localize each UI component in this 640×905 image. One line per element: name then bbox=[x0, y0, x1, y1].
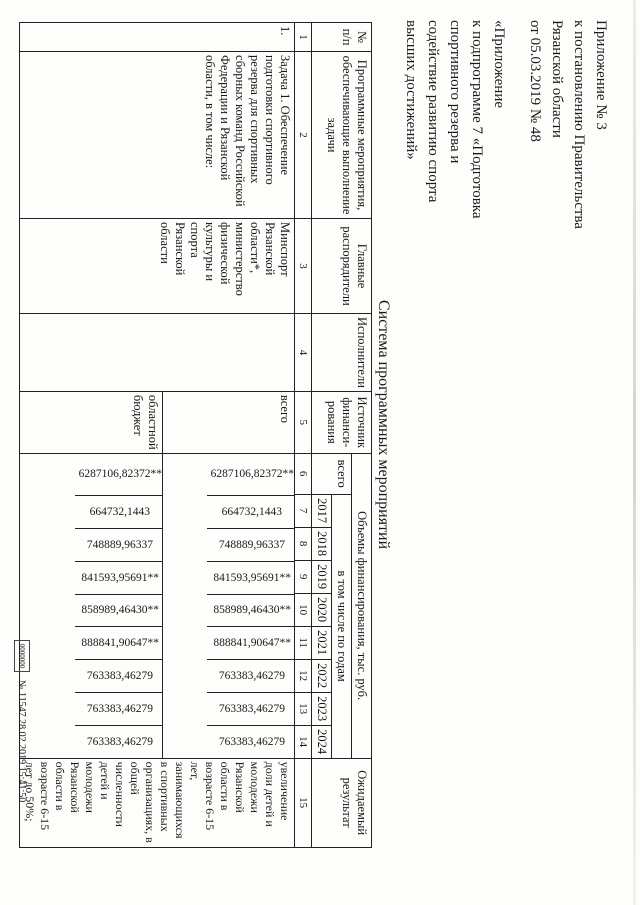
year-header: 2024 bbox=[312, 725, 332, 758]
funding-value: 763383,46279 bbox=[219, 670, 286, 683]
funding-value: 664732,1443 bbox=[90, 505, 151, 518]
funding-value: 763383,46279 bbox=[87, 735, 154, 748]
document-title: Система программных мероприятий bbox=[375, 300, 392, 550]
col-total-header: всего bbox=[312, 453, 352, 494]
column-number: 12 bbox=[295, 659, 312, 692]
col-activity-header: Программные мероприятия, обеспечивающие выполнение задачи bbox=[312, 52, 372, 219]
stamp-text: № 11547 28.02.2019 15:41:50 bbox=[16, 680, 28, 803]
row-number: 1. bbox=[20, 23, 295, 52]
col-result-header: Ожидаемый результат bbox=[312, 758, 372, 847]
year-header: 2018 bbox=[312, 527, 332, 560]
appendix-line: Рязанской области bbox=[549, 20, 565, 138]
col-source-header: Источник финанси-рования bbox=[312, 391, 372, 453]
year-header: 2017 bbox=[312, 494, 332, 527]
funding-value: 763383,46279 bbox=[219, 702, 286, 715]
column-number: 11 bbox=[295, 626, 312, 659]
year-header: 2022 bbox=[312, 659, 332, 692]
funding-value: 841593,95691** bbox=[81, 571, 160, 584]
col-managers-header: Главные распорядители bbox=[312, 219, 372, 314]
subprogram-line: высших достижений» bbox=[403, 20, 419, 160]
funding-value: 6287106,82372** bbox=[210, 468, 294, 481]
appendix-line: к постановлению Правительства bbox=[571, 20, 587, 229]
registration-stamp bbox=[14, 640, 30, 802]
col-num-header: № п/п bbox=[312, 23, 372, 52]
funding-value: 664732,1443 bbox=[222, 505, 283, 518]
column-number: 2 bbox=[295, 52, 312, 219]
funding-value: 763383,46279 bbox=[219, 735, 286, 748]
year-header: 2021 bbox=[312, 626, 332, 659]
column-number: 9 bbox=[295, 560, 312, 593]
managers-cell: Минспорт Рязанской области*, министерство физической культуры и спорта Рязанской области bbox=[20, 219, 295, 314]
column-number: 5 bbox=[295, 391, 312, 453]
subprogram-line: содействие развитию спорта bbox=[425, 20, 441, 203]
column-number: 15 bbox=[295, 758, 312, 847]
subprogram-line: «Приложение bbox=[491, 20, 507, 109]
column-number: 3 bbox=[295, 219, 312, 314]
executors-cell bbox=[20, 314, 295, 392]
column-numbers-row bbox=[295, 23, 312, 848]
column-number: 1 bbox=[295, 23, 312, 52]
table-row bbox=[163, 23, 295, 848]
funding-value: 763383,46279 bbox=[87, 702, 154, 715]
column-number: 8 bbox=[295, 527, 312, 560]
subprogram-header bbox=[400, 20, 510, 219]
scan-artifact bbox=[633, 0, 636, 905]
col-funding-header: Объемы финансирования, тыс. руб. bbox=[352, 453, 372, 758]
column-number: 10 bbox=[295, 593, 312, 626]
subprogram-line: к подпрограмме 7 «Подготовка bbox=[469, 20, 485, 219]
funding-value: 888841,90647** bbox=[81, 637, 160, 650]
funding-value: 841593,95691** bbox=[213, 571, 292, 584]
values-cell bbox=[20, 453, 163, 758]
subprogram-line: спортивного резерва и bbox=[447, 20, 463, 164]
source-cell: всего bbox=[163, 391, 295, 453]
funding-value: 748889,96337 bbox=[87, 538, 154, 551]
year-header: 2019 bbox=[312, 560, 332, 593]
funding-value: 888841,90647** bbox=[213, 637, 292, 650]
result-cell: увеличение доли детей и молодежи Рязанской области в возрасте 6-15 лет, занимающихся в спортивных организациях, в общей численности детей и молодежи Рязанской области в возрасте 6-15 лет до 50%; bbox=[20, 758, 295, 847]
funding-value: 6287106,82372** bbox=[78, 468, 162, 481]
seal-icon: 0000000 bbox=[14, 640, 30, 672]
funding-value: 763383,46279 bbox=[87, 670, 154, 683]
column-number: 14 bbox=[295, 725, 312, 758]
activities-table bbox=[16, 22, 372, 848]
column-number: 6 bbox=[295, 453, 312, 494]
activity-cell: Задача 1. Обеспечение подготовки спортивного резерва для спортивных сборных команд Российской Федерации и Рязанской области, в том числе: bbox=[20, 52, 295, 219]
year-header: 2020 bbox=[312, 593, 332, 626]
column-number: 13 bbox=[295, 692, 312, 725]
column-number: 7 bbox=[295, 494, 312, 527]
funding-value: 858989,46430** bbox=[81, 604, 160, 617]
appendix-line: от 05.03.2019 № 48 bbox=[527, 20, 543, 142]
funding-value: 858989,46430** bbox=[213, 604, 292, 617]
appendix-line: Приложение № 3 bbox=[593, 20, 609, 130]
values-cell bbox=[163, 453, 295, 758]
column-number: 4 bbox=[295, 314, 312, 392]
col-executors-header: Исполнители bbox=[312, 314, 372, 392]
col-byyear-header: в том числе по годам bbox=[332, 494, 352, 758]
source-cell: областной бюджет bbox=[20, 391, 163, 453]
appendix-header bbox=[524, 20, 612, 229]
funding-value: 748889,96337 bbox=[219, 538, 286, 551]
year-header: 2023 bbox=[312, 692, 332, 725]
table-header-row bbox=[352, 23, 372, 848]
